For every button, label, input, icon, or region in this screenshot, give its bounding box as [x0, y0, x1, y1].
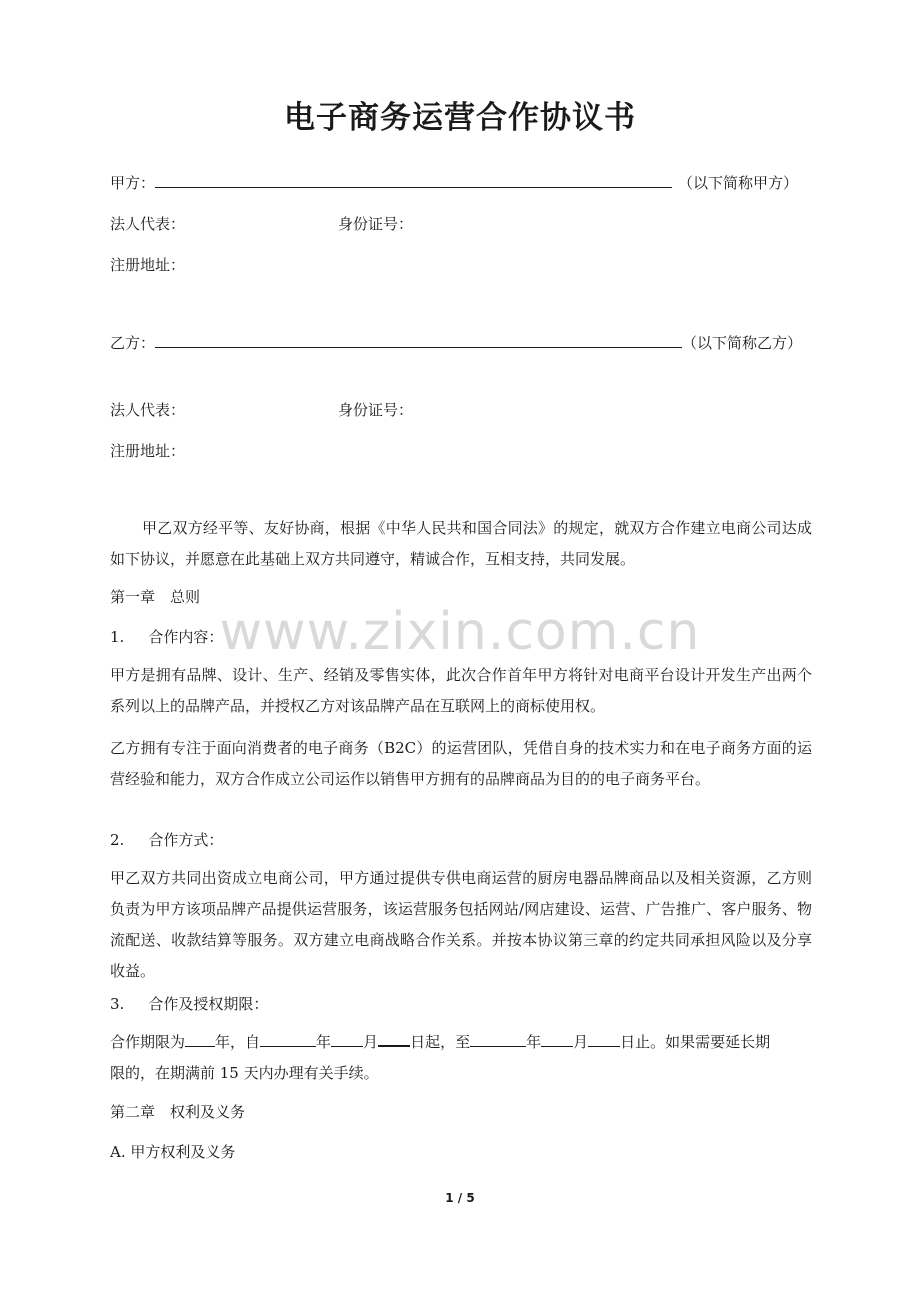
party-a-address-line [110, 254, 185, 275]
section-a-heading: A. 甲方权利及义务 [110, 1143, 236, 1161]
term-line-2: 限的，在期满前 15 天内办理有关手续。 [110, 1064, 379, 1082]
item-1-heading [110, 626, 223, 647]
party-a-rep-label: 法人代表： [110, 215, 186, 233]
party-b-address-label: 注册地址： [110, 442, 186, 460]
chapter-1-heading: 第一章 总则 [110, 588, 201, 606]
watermark: www.zixin.com.cn [219, 602, 701, 662]
start-day-blank [378, 1031, 410, 1047]
term-years-blank [185, 1032, 215, 1047]
party-a-blank [155, 172, 672, 188]
page-number: 1 / 5 [445, 1191, 475, 1205]
party-b-line [110, 332, 802, 353]
start-month-blank [331, 1032, 363, 1047]
term-text-7: 月 [573, 1033, 589, 1051]
term-text-1: 合作期限为 [110, 1033, 186, 1051]
party-a-label: 甲方： [110, 174, 156, 192]
term-text-8: 日止。如果需要延长期 [620, 1033, 771, 1051]
party-b-address-line [110, 440, 185, 461]
party-b-label: 乙方： [110, 334, 156, 352]
item-3-heading [110, 993, 268, 1014]
term-text-5: 日起，至 [410, 1033, 471, 1051]
party-a-suffix: （以下简称甲方） [678, 174, 799, 192]
party-b-blank [155, 332, 682, 348]
party-b-id-label: 身份证号： [338, 401, 414, 419]
term-line-1 [110, 1031, 770, 1052]
party-a-line [110, 172, 798, 193]
item-1-paragraph-1: 甲方是拥有品牌、设计、生产、经销及零售实体，此次合作首年甲方将针对电商平台设计开发生产出两个系列以上的品牌产品，并授权乙方对该品牌产品在互联网上的商标使用权。 [110, 666, 812, 715]
party-b-suffix: （以下简称乙方） [682, 334, 803, 352]
item-3-number: 3. [110, 995, 125, 1013]
party-a-id-label: 身份证号： [338, 215, 414, 233]
item-1-label: 合作内容： [148, 628, 224, 646]
item-2-label: 合作方式： [148, 831, 224, 849]
end-day-blank [588, 1032, 620, 1047]
term-text-6: 年 [526, 1033, 542, 1051]
item-1-number: 1. [110, 628, 125, 646]
intro-paragraph: 甲乙双方经平等、友好协商，根据《中华人民共和国合同法》的规定，就双方合作建立电商公司达成如下协议，并愿意在此基础上双方共同遵守，精诚合作，互相支持，共同发展。 [110, 519, 812, 568]
item-2-paragraph: 甲乙双方共同出资成立电商公司，甲方通过提供专供电商运营的厨房电器品牌商品以及相关资源，乙方则负责为甲方该项品牌产品提供运营服务，该运营服务包括网站/网店建设、运营、广告推广、客户服务、物流配送、收款结算等服务。双方建立电商战略合作关系。并按本协议第三章的约定共同承担风险以及分享收益。 [110, 869, 812, 980]
end-year-blank [470, 1032, 526, 1047]
start-year-blank [260, 1032, 316, 1047]
term-text-2: 年，自 [215, 1033, 261, 1051]
document-title: 电子商务运营合作协议书 [284, 100, 636, 136]
end-month-blank [541, 1032, 573, 1047]
item-2-number: 2. [110, 831, 125, 849]
party-b-rep-label: 法人代表： [110, 401, 186, 419]
item-1-paragraph-2: 乙方拥有专注于面向消费者的电子商务（B2C）的运营团队，凭借自身的技术实力和在电子商务方面的运营经验和能力，双方合作成立公司运作以销售甲方拥有的品牌商品为目的的电子商务平台。 [110, 739, 812, 788]
item-3-label: 合作及授权期限： [148, 995, 269, 1013]
item-2-heading [110, 829, 223, 850]
party-a-address-label: 注册地址： [110, 256, 186, 274]
chapter-2-heading: 第二章 权利及义务 [110, 1103, 246, 1121]
party-a-rep-line [110, 213, 185, 234]
party-b-rep-line [110, 399, 185, 420]
term-text-4: 月 [363, 1033, 379, 1051]
party-a-id-line [338, 213, 413, 234]
term-text-3: 年 [316, 1033, 332, 1051]
party-b-id-line [338, 399, 413, 420]
